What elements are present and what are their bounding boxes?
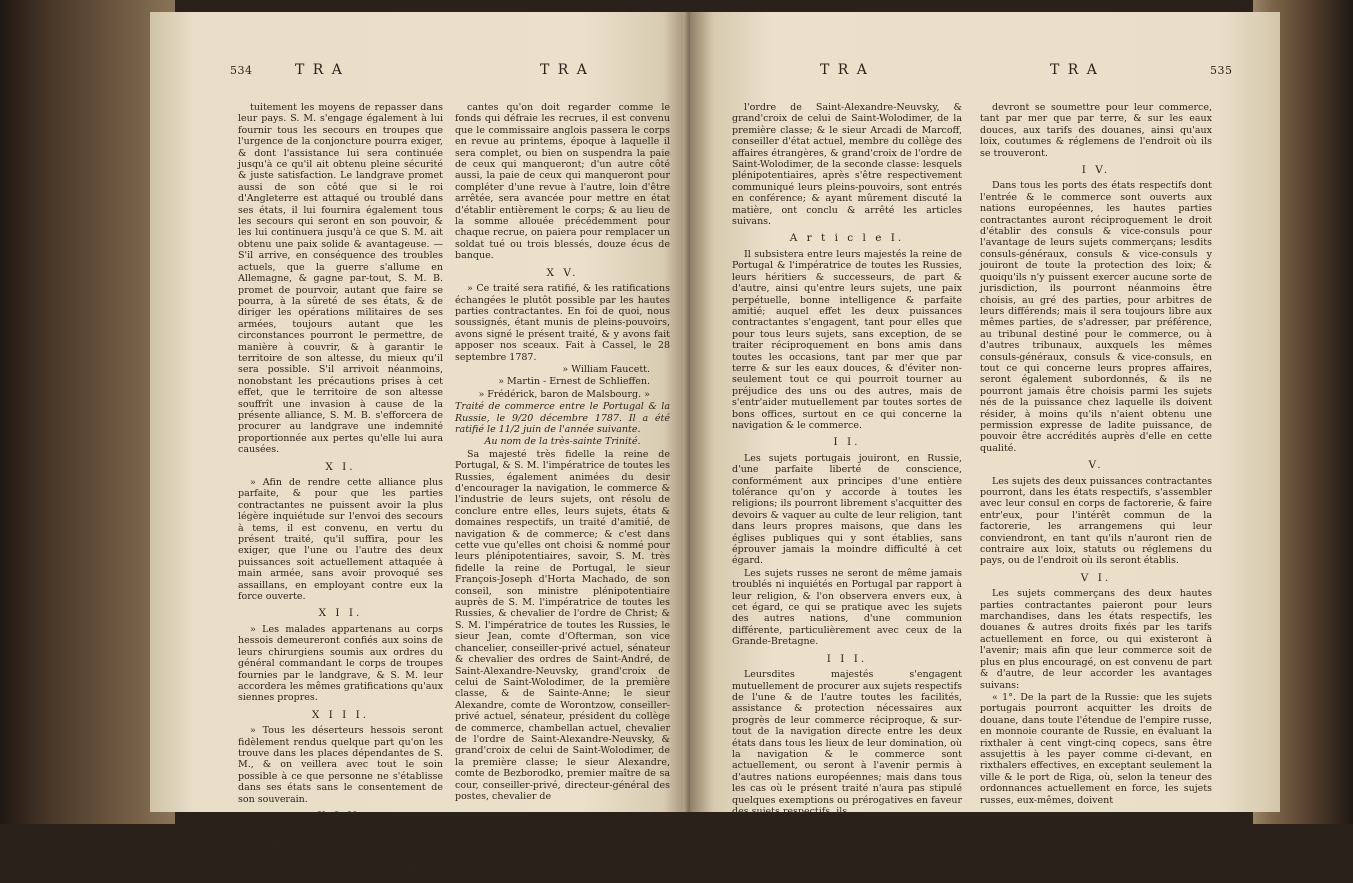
- paragraph: Dans tous les ports des états respectifs dont l'entrée & le commerce sont ouverts aux nations européennes, les hautes parties contractantes auront réciproquement le droit d'établir des consuls & vice-consuls pour l'avantage de leurs sujets commerçans; lesdits consuls-généraux, consuls & vice-consuls y jouiront de toute la protection des loix; & quoiqu'ils n'y puissent exercer aucune sorte de jurisdiction, ils pourront néanmoins être choisis, au gré des parties, pour arbitres de leurs différends; mais il sera toujours libre aux mêmes parties, de s'adresser, par préférence, au tribunal destiné pour le commerce, ou à d'autres tribunaux, auxquels les mêmes consuls-généraux, consuls & vice-consuls, en tout ce qui concerne leurs propres affaires, seront également subordonnés, & ils ne pourront jamais être choisis parmi les sujets nés de la puissance chez laquelle ils doivent résider, à moins qu'ils n'aient obtenu une permission expresse de ladite puissance, de pouvoir être accrédités auprès d'elle en cette qualité.: [980, 180, 1212, 454]
- running-head-left-1: T R A: [295, 62, 344, 78]
- left-page-column-1: [238, 102, 443, 883]
- book-edge-left: [0, 0, 175, 824]
- article-heading: X V.: [546, 266, 579, 279]
- paragraph: Leursdites majestés s'engagent mutuellement de procurer aux sujets respectifs de l'une & de l'autre toutes les facilités, assistance & protection nécessaires aux progrès de leur commerce réciproque, & sur-tout de la navigation directe entre les deux états dans tous les lieux de leur domination, où la navigation & le commerce sont actuellement, ou seront à l'avenir permis à d'autres nations européennes; mais dans tous les cas où le présent traité n'aura pas stipulé quelques exemptions ou prérogatives en faveur des sujets respectifs, ils: [732, 669, 962, 817]
- page-number-right: 535: [1210, 64, 1233, 77]
- paragraph: cantes qu'on doit regarder comme le fonds qui défraie les recrues, il est convenu que le commissaire anglois passera le corps en revue au printems, époque à laquelle il sera complet, ou bien on suspendra la paie de ceux qui manqueront; d'un autre côté aussi, la paie de ceux qui manqueront pour compléter d'une revue à l'autre, loin d'être arrêtée, sera avancée pour mettre en état d'établir entièrement le corps; & au lieu de la somme allouée précédemment pour chaque recrue, on paiera pour remplacer un soldat tué ou trois blessés, douze écus de banque.: [455, 102, 670, 262]
- article-heading: V.: [1088, 459, 1104, 472]
- paragraph: Les sujets des deux puissances contractantes pourront, dans les états respectifs, s'assembler avec leur consul en corps de factorerie, & faire entr'eux, pour l'intérêt commun de la factorerie, les arrangemens qui leur conviendront, en tant qu'ils n'auront rien de contraire aux loix, statuts ou réglemens du pays, ou de l'endroit où ils seront établis.: [980, 475, 1212, 567]
- paragraph: Sa majesté très fidelle la reine de Portugal, & S. M. l'impératrice de toutes les Russies, également animées du desir d'encourager la navigation, le commerce & l'industrie de leurs sujets, ont résolu de conclure entre elles, leurs sujets, états & domaines respectifs, un traité d'amitié, de navigation & de commerce; & c'est dans cette vue qu'elles ont choisi & nommé pour leurs plénipotentiaires, savoir, S. M. très fidelle la reine de Portugal, le sieur François-Joseph d'Horta Machado, de son conseil, son ministre plénipotentiaire auprès de S. M. l'impératrice de toutes les Russies, & chevalier de l'ordre de Christ; & S. M. l'impératrice de toutes les Russies, le sieur Jean, comte d'Ofterman, son vice chancelier, conseiller-privé actuel, sénateur & chevalier des ordres de Saint-André, de Saint-Alexandre-Neuvsky, grand'croix de celui de Saint-Wolodimer, de la première classe, & de Sainte-Anne; le sieur Alexandre, comte de Worontzow, conseiller-privé actuel, sénateur, président du collège de commerce, chambellan actuel, chevalier de l'ordre de Saint-Alexandre-Neuvsky, & grand'croix de celui de Saint-Wolodimer, de la première classe; le sieur Alexandre, comte de Bezborodko, premier maître de sa cour, conseiller-privé, directeur-général des postes, chevalier de: [455, 448, 670, 802]
- paragraph: Les sujets commerçans des deux hautes parties contractantes paieront pour leurs marchandises, dans les états respectifs, les douanes & autres droits fixés par les tarifs actuellement en force, ou qui existeront à l'avenir; mais afin que leur commerce soit de plus en plus encouragé, on est convenu de part & d'autre, de leur accorder les avantages suivans:: [980, 588, 1212, 691]
- paragraph: » Les malades appartenans au corps hessois demeureront confiés aux soins de leurs chirurgiens soumis aux ordres du général commandant le corps de troupes fournies par le landgrave, & S. M. leur accordera les mêmes gratifications qu'aux siennes propres.: [238, 623, 443, 704]
- article-heading: A r t i c l e I.: [789, 232, 905, 245]
- article-heading: I V.: [1081, 164, 1111, 177]
- paragraph: « 1°. De la part de la Russie: que les sujets portugais pourront acquitter les droits de douane, dans toute l'étendue de l'empire russe, en monnoie courante de Russie, en évaluant la rixthaler à cent vingt-cinq copecs, sans être assujettis à les payer comme ci-devant, en rixthalers effectives, en exceptant seulement la ville & le port de Riga, où, selon la teneur des ordonnances actuellement en force, les sujets russes, eux-mêmes, doivent: [980, 691, 1212, 806]
- article-heading: X I.: [325, 460, 356, 473]
- paragraph: devront se soumettre pour leur commerce, tant par mer que par terre, & sur les eaux douces, aux tarifs des douanes, ainsi qu'aux loix, coutumes & réglemens de l'endroit où ils se trouveront.: [980, 102, 1212, 159]
- paragraph: l'ordre de Saint-Alexandre-Neuvsky, & grand'croix de celui de Saint-Wolodimer, de la première classe; & le sieur Arcadi de Marcoff, conseiller d'état actuel, membre du collège des affaires étrangères, & grand'croix de l'ordre de Saint-Wolodimer, de la seconde classe: lesquels plénipotentiaires, après s'être respectivement communiqué leurs pleins-pouvoirs, sont entrés en conférence; & ayant mûrement discuté la matière, ont conclu & arrêté les articles suivans.: [732, 102, 962, 228]
- paragraph: Les sujets russes ne seront de même jamais troublés ni inquiétés en Portugal par rapport à leur religion, & l'on observera envers eux, à cet égard, ce qui se pratique avec les sujets des autres nations, d'une communion différente, particulièrement avec ceux de la Grande-Bretagne.: [732, 567, 962, 648]
- left-page-column-2: [455, 102, 670, 802]
- left-page: [150, 12, 690, 883]
- article-heading: I I.: [833, 436, 861, 449]
- page-number-left: 534: [230, 64, 253, 77]
- right-page: [690, 12, 1280, 817]
- paragraph: tuitement les moyens de repasser dans leur pays. S. M. s'engage également à lui fournir tous les secours en troupes que l'urgence de la conjoncture pourra exiger, & dont l'assistance lui sera continuée jusqu'à ce qu'il ait obtenu pleine sécurité & juste satisfaction. Le landgrave promet aussi de son côté que si le roi d'Angleterre est attaqué ou troublé dans ses états, il lui fournira également tous les secours qui seront en son pouvoir, & les lui continuera jusqu'à ce que S. M. ait obtenu une paix solide & avantageuse. — S'il arrive, en conséquence des troubles actuels, que la guerre s'allume en Allemagne, & gagne par-tout, S. M. B. promet de pourvoir, autant que faire se pourra, à la sûreté de ses états, & de diriger les opérations militaires de ses armées, toujours autant que les circonstances pourront le permettre, de manière à couvrir, & à garantir le territoire de son altesse, du mieux qu'il sera possible. S'il arrivoit néanmoins, nonobstant les précautions prises à cet effet, que le territoire de son altesse souffrît une invasion à cause de la présente alliance, S. M. B. s'efforcera de procurer au landgrave une indemnité proportionnée aux pertes qu'elle lui aura causées.: [238, 102, 443, 456]
- running-head-right-2: T R A: [1050, 62, 1099, 78]
- article-heading: X I V.: [317, 809, 364, 822]
- paragraph: Il subsistera entre leurs majestés la reine de Portugal & l'impératrice de toutes les Russies, leurs héritiers & successeurs, de part & d'autre, ainsi qu'entre leurs sujets, une paix perpétuelle, bonne intelligence & parfaite amitié; auquel effet les deux puissances contractantes s'engagent, tant pour elles que pour tous leurs sujets, sans exception, de se traiter réciproquement en bons amis dans toutes les occasions, tant par mer que par terre & sur les eaux douces, & d'éviter non-seulement tout ce qui pourroit tourner au préjudice des uns ou des autres, mais de s'entr'aider mutuellement par toutes sortes de bons offices, surtout en ce qui concerne la navigation & le commerce.: [732, 248, 962, 431]
- paragraph: » Afin de rendre cette alliance plus parfaite, & pour que les parties contractantes ne puissent avoir la plus légère inquiétude sur l'envoi des secours à tems, il est convenu, en vertu du présent traité, qu'il suffira, pour les exiger, que l'une ou l'autre des deux puissances soit actuellement attaquée à main armée, sans avoir provoqué ses assaillans, en employant contre eux la force ouverte.: [238, 477, 443, 603]
- article-heading: I I I.: [826, 652, 868, 665]
- signature-line: » Martin - Ernest de Schlieffen.: [498, 376, 650, 388]
- paragraph: » Les levées étant devenues en Allemagne plus dispendieuses qu'autrefois, & quelques difficultés s'étant aussi élevées relativement aux paies va-: [238, 826, 443, 883]
- paragraph: » Ce traité sera ratifié, & les ratifications échangées le plutôt possible par les hautes parties contractantes. En foi de quoi, nous soussignés, étant munis de pleins-pouvoirs, avons signé le présent traité, & y avons fait apposer nos sceaux. Fait à Cassel, le 28 septembre 1787.: [455, 283, 670, 363]
- signature-line: » Frédérick, baron de Malsbourg. »: [478, 388, 650, 400]
- paragraph: Les sujets portugais jouiront, en Russie, d'une parfaite liberté de conscience, conformément aux principes d'une entière tolérance qu'on y accorde à toutes les religions; ils pourront librement s'acquitter des devoirs & vaquer au culte de leur religion, tant dans leurs propres maisons, que dans les églises publiques qui y sont établies, sans éprouver jamais la moindre difficulté à cet égard.: [732, 452, 962, 567]
- article-heading: V I.: [1080, 571, 1112, 584]
- invocation: Au nom de la très-sainte Trinité.: [484, 436, 641, 448]
- right-page-column-1: [732, 102, 962, 817]
- treaty-title: Traité de commerce entre le Portugal & la Russie, le 9/20 décembre 1787. Il a été ratifié le 11/2 juin de l'année suivante.: [455, 401, 670, 435]
- right-page-column-2: [980, 102, 1212, 806]
- article-heading: X I I I.: [311, 708, 370, 721]
- running-head-left-2: T R A: [540, 62, 589, 78]
- running-head-right-1: T R A: [820, 62, 869, 78]
- article-heading: X I I.: [318, 607, 363, 620]
- paragraph: » Tous les déserteurs hessois seront fidèlement rendus quelque part qu'on les trouve dans les places dépendantes de S. M., & on veillera avec tout le soin possible à ce que personne ne s'établisse dans ses états sans le consentement de son souverain.: [238, 725, 443, 805]
- signature-line: » William Faucett.: [562, 363, 650, 375]
